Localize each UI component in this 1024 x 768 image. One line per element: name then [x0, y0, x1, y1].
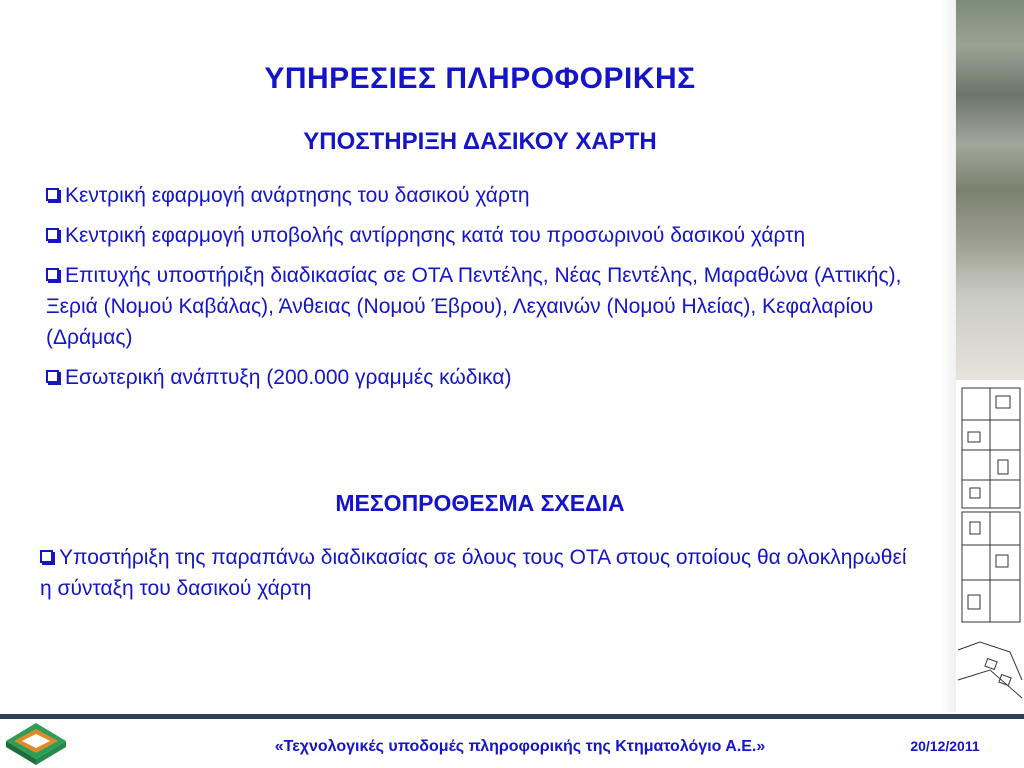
bullet-text: Κεντρική εφαρμογή υποβολής αντίρρησης κατά του προσωρινού δασικού χάρτη — [65, 224, 806, 247]
bullet-text: Υποστήριξη της παραπάνω διαδικασίας σε όλους τους ΟΤΑ στους οποίους θα ολοκληρωθεί η σύνταξη του δασικού χάρτη — [40, 546, 907, 600]
section-subtitle: ΥΠΟΣΤΗΡΙΞΗ ΔΑΣΙΚΟΥ ΧΑΡΤΗ — [303, 128, 657, 155]
parcel-map-image — [940, 380, 1024, 712]
checkbox-bullet-icon — [46, 370, 59, 383]
bullet-list — [46, 180, 916, 402]
footer-caption: «Τεχνολογικές υποδομές πληροφορικής της Κτηματολόγιο Α.Ε.» — [274, 738, 766, 755]
footer-date: 20/12/2011 — [910, 738, 980, 754]
checkbox-bullet-icon — [46, 228, 59, 241]
bullet-text: Εσωτερική ανάπτυξη (200.000 γραμμές κώδικα) — [65, 366, 512, 389]
checkbox-bullet-icon — [46, 268, 59, 281]
satellite-photo-image — [956, 0, 1024, 380]
map-strip-image — [940, 0, 1024, 712]
checkbox-bullet-icon — [46, 188, 59, 201]
mid-term-title: ΜΕΣΟΠΡΟΘΕΣΜΑ ΣΧΕΔΙΑ — [335, 490, 625, 516]
bullet-item — [40, 542, 920, 604]
ktimatologio-logo-icon — [0, 719, 72, 768]
mid-term-bullet-list — [40, 542, 920, 613]
checkbox-bullet-icon — [40, 550, 53, 563]
bullet-text: Επιτυχής υποστήριξη διαδικασίας σε ΟΤΑ Πεντέλης, Νέας Πεντέλης, Μαραθώνα (Αττικής), Ξεριά (Νομού Καβάλας), Άνθειας (Νομού Έβρου), Λεχαινών (Νομού Ηλείας), Κεφαλαρίου (Δράμας) — [46, 264, 902, 349]
bullet-item — [46, 260, 916, 353]
bullet-text: Κεντρική εφαρμογή ανάρτησης του δασικού χάρτη — [65, 184, 530, 207]
bullet-item — [46, 180, 916, 211]
slide-title: ΥΠΗΡΕΣΙΕΣ ΠΛΗΡΟΦΟΡΙΚΗΣ — [264, 62, 696, 95]
footer — [0, 719, 1024, 768]
bullet-item — [46, 220, 916, 251]
bullet-item — [46, 362, 916, 393]
